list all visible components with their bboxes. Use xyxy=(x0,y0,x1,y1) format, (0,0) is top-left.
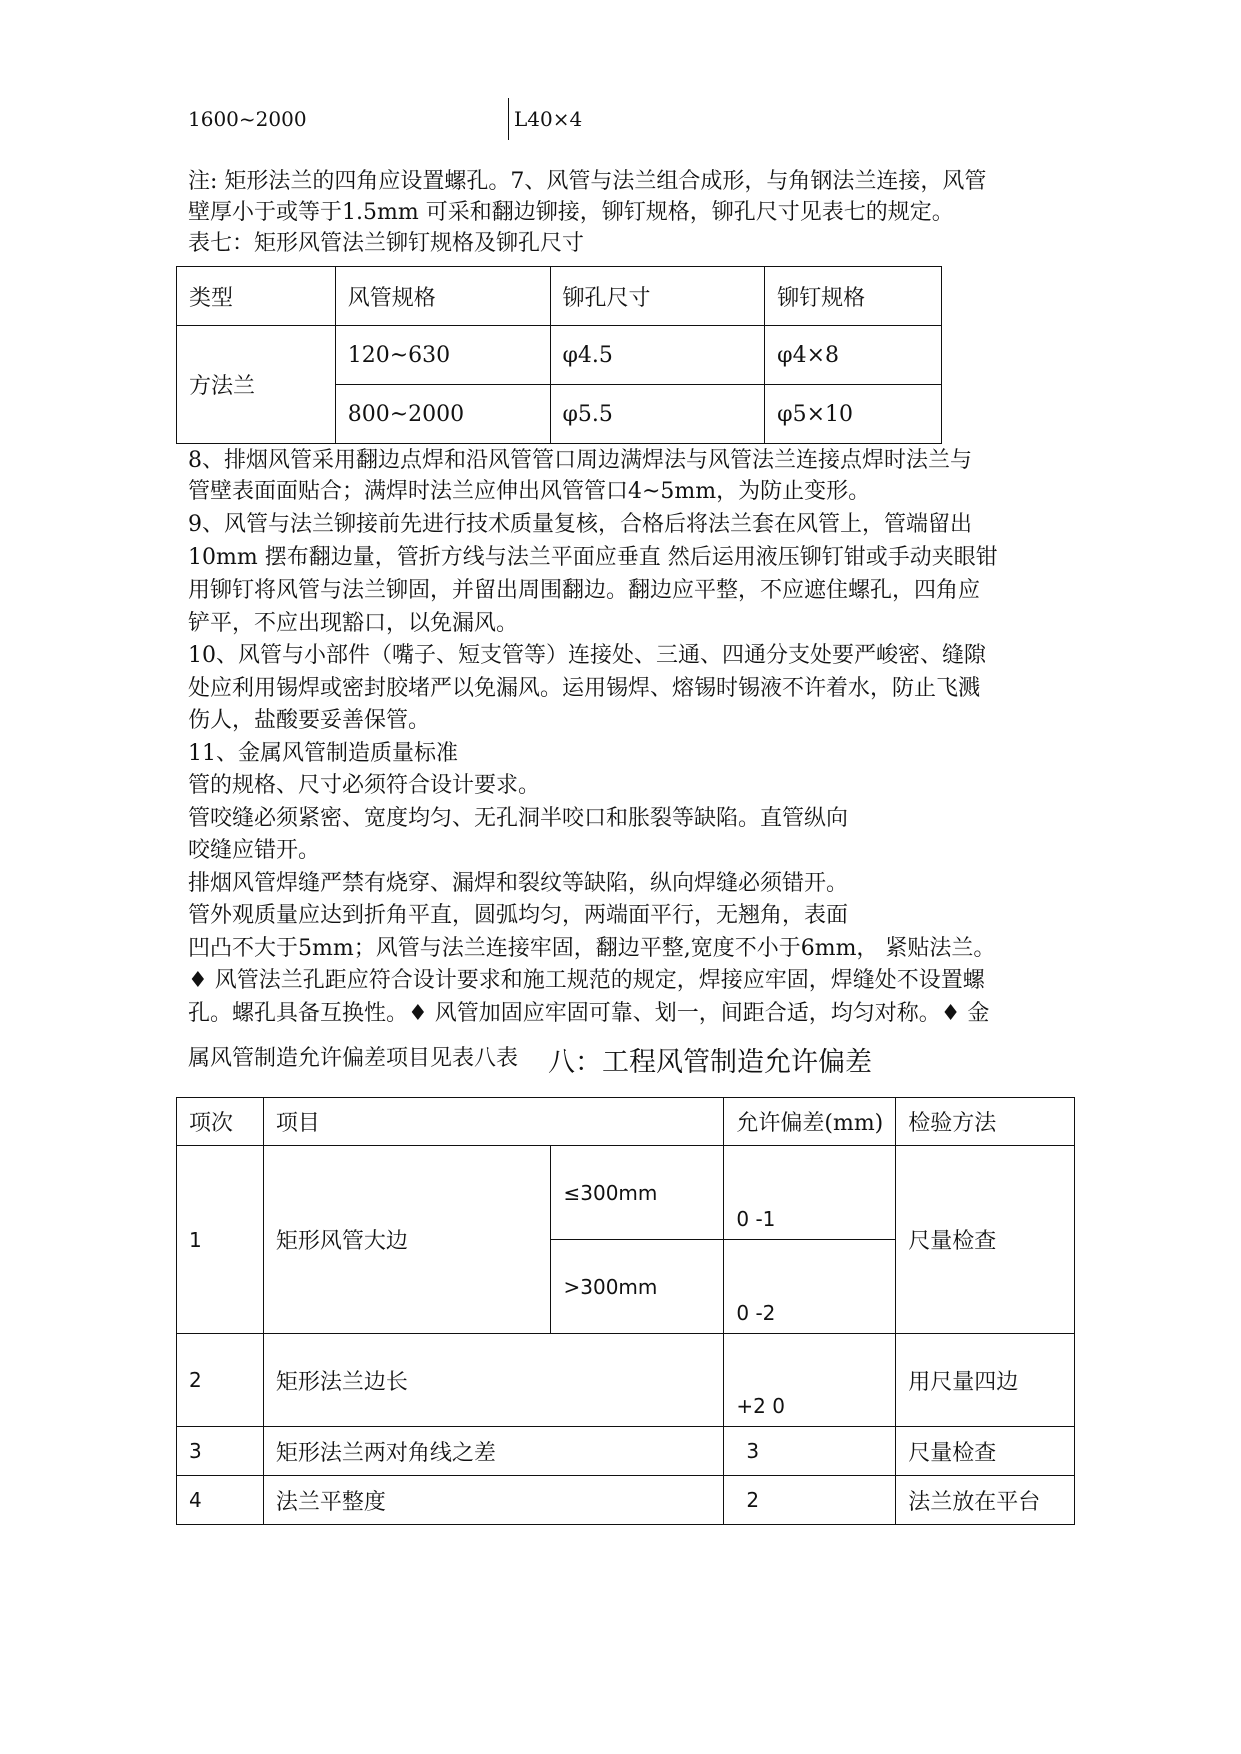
note-line-2: 壁厚小于或等于1.5mm 可采和翻边铆接，铆钉规格，铆孔尺寸见表七的规定。 xyxy=(188,200,954,225)
hole-size-cell: φ4.5 xyxy=(550,326,765,385)
note-line-1: 注: 矩形法兰的四角应设置螺孔。7、风管与法兰组合成形，与角钢法兰连接，风管 xyxy=(188,169,987,194)
top-range: 1600~2000 xyxy=(188,107,307,131)
p8-line-2: 管壁表面面贴合；满焊时法兰应伸出风管管口4~5mm，为防止变形。 xyxy=(188,479,871,504)
header-method: 检验方法 xyxy=(896,1098,1075,1146)
method-cell: 用尺量四边 xyxy=(896,1334,1075,1427)
header-no: 项次 xyxy=(177,1098,264,1146)
p10-line-1: 10、风管与小部件（嘴子、短支管等）连接处、三通、四通分支处要严峻密、缝隙 xyxy=(188,643,986,668)
method-cell: 尺量检查 xyxy=(896,1146,1075,1334)
header-rivet-spec: 铆钉规格 xyxy=(765,267,942,326)
row-no: 2 xyxy=(177,1334,264,1427)
table-header-row xyxy=(177,267,942,326)
tolerance-table xyxy=(176,1097,1075,1525)
rivet-spec-cell: φ5×10 xyxy=(765,385,942,444)
table-row xyxy=(177,326,942,385)
duct-spec-cell: 120~630 xyxy=(335,326,550,385)
p9-line-1: 9、风管与法兰铆接前先进行技术质量复核，合格后将法兰套在风管上，管端留出 xyxy=(188,512,972,537)
column-divider xyxy=(508,98,509,140)
header-tolerance: 允许偏差(mm) xyxy=(724,1098,896,1146)
method-cell: 法兰放在平台 xyxy=(896,1476,1075,1525)
p11-line-5: 管外观质量应达到折角平直，圆弧均匀，两端面平行，无翘角，表面 xyxy=(188,903,849,928)
row-item: 法兰平整度 xyxy=(263,1476,723,1525)
table-row xyxy=(177,1476,1075,1525)
p9-line-2: 10mm 摆布翻边量，管折方线与法兰平面应垂直 然后运用液压铆钉钳或手动夹眼钳 xyxy=(188,545,998,570)
p11-title: 11、金属风管制造质量标准 xyxy=(188,741,458,766)
top-angle: L40×4 xyxy=(514,107,583,131)
rivet-spec-table xyxy=(176,266,942,444)
row-item: 矩形法兰两对角线之差 xyxy=(263,1427,723,1476)
p11-line-1: 管的规格、尺寸必须符合设计要求。 xyxy=(188,773,541,798)
table-row xyxy=(177,1334,1075,1427)
p11-line-9: 属风管制造允许偏差项目见表八表 xyxy=(188,1046,519,1071)
tolerance-cell: +2 0 xyxy=(724,1334,896,1427)
row-item: 矩形风管大边 xyxy=(263,1146,551,1334)
row-no: 3 xyxy=(177,1427,264,1476)
p11-line-7: ♦ 风管法兰孔距应符合设计要求和施工规范的规定，焊接应牢固，焊缝处不设置螺 xyxy=(188,968,985,993)
sub-range: ≤300mm xyxy=(551,1146,724,1240)
header-type: 类型 xyxy=(177,267,336,326)
hole-size-cell: φ5.5 xyxy=(550,385,765,444)
sub-range: >300mm xyxy=(551,1240,724,1334)
tolerance-cell: 3 xyxy=(724,1427,896,1476)
rivet-spec-cell: φ4×8 xyxy=(765,326,942,385)
p10-line-2: 处应利用锡焊或密封胶堵严以免漏风。运用锡焊、熔锡时锡液不许着水，防止飞溅 xyxy=(188,676,981,701)
table8-title: 八：工程风管制造允许偏差 xyxy=(548,1047,872,1078)
header-duct-spec: 风管规格 xyxy=(335,267,550,326)
tolerance-cell: 0 -2 xyxy=(724,1240,896,1334)
row-no: 4 xyxy=(177,1476,264,1525)
p11-line-8: 孔。螺孔具备互换性。♦ 风管加固应牢固可靠、划一，间距合适，均匀对称。♦ 金 xyxy=(188,1001,990,1026)
tolerance-cell: 0 -1 xyxy=(724,1146,896,1240)
table-row xyxy=(177,1427,1075,1476)
p9-line-4: 铲平，不应出现豁口，以免漏风。 xyxy=(188,611,519,636)
table-header-row xyxy=(177,1098,1075,1146)
p10-line-3: 伤人，盐酸要妥善保管。 xyxy=(188,708,431,733)
header-hole-size: 铆孔尺寸 xyxy=(550,267,765,326)
table7-title: 表七：矩形风管法兰铆钉规格及铆孔尺寸 xyxy=(188,231,585,256)
p11-line-2: 管咬缝必须紧密、宽度均匀、无孔洞半咬口和胀裂等缺陷。直管纵向 xyxy=(188,806,849,831)
duct-spec-cell: 800~2000 xyxy=(335,385,550,444)
group-label: 方法兰 xyxy=(177,326,336,444)
p8-line-1: 8、排烟风管采用翻边点焊和沿风管管口周边满焊法与风管法兰连接点焊时法兰与 xyxy=(188,448,972,473)
p11-line-4: 排烟风管焊缝严禁有烧穿、漏焊和裂纹等缺陷，纵向焊缝必须错开。 xyxy=(188,871,849,896)
tolerance-cell: 2 xyxy=(724,1476,896,1525)
table-row xyxy=(177,1146,1075,1240)
method-cell: 尺量检查 xyxy=(896,1427,1075,1476)
p11-line-6: 凹凸不大于5mm；风管与法兰连接牢固，翻边平整,宽度不小于6mm， 紧贴法兰。 xyxy=(188,936,996,961)
row-item: 矩形法兰边长 xyxy=(263,1334,723,1427)
p9-line-3: 用铆钉将风管与法兰铆固，并留出周围翻边。翻边应平整，不应遮住螺孔，四角应 xyxy=(188,578,981,603)
row-no: 1 xyxy=(177,1146,264,1334)
header-item: 项目 xyxy=(263,1098,723,1146)
p11-line-3: 咬缝应错开。 xyxy=(188,838,321,863)
